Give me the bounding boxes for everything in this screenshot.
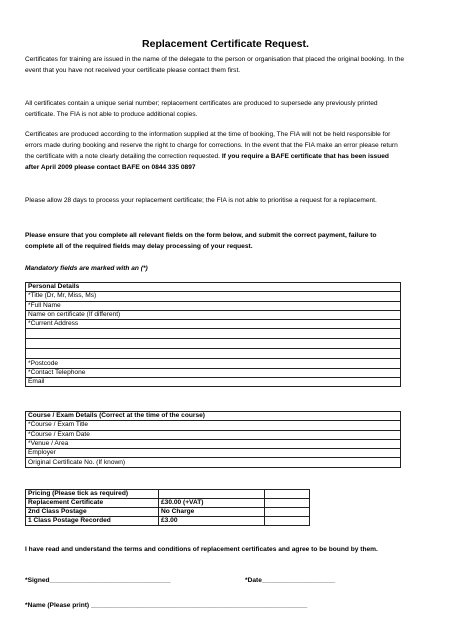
original-certificate-field[interactable]: Original Certificate No. (If known) xyxy=(26,458,401,467)
errors-paragraph xyxy=(25,129,405,173)
address-field[interactable]: *Current Address xyxy=(26,320,401,329)
title-field[interactable]: *Title (Dr, Mr, Miss, Ms) xyxy=(26,292,401,301)
course-details-header: Course / Exam Details (Correct at the time of the course) xyxy=(26,412,401,421)
pricing-header: Pricing (Please tick as required) xyxy=(26,490,159,499)
second-class-postage-tick[interactable] xyxy=(265,508,310,517)
completion-notice: Please ensure that you complete all relevant fields on the form below, and submit the correct payment, failure to complete all of the required fields may delay processing of your request. xyxy=(25,232,377,250)
full-name-field[interactable]: *Full Name xyxy=(26,301,401,310)
course-details-table xyxy=(25,411,401,468)
mandatory-note: Mandatory fields are marked with an (*) xyxy=(25,265,148,272)
course-title-field[interactable]: *Course / Exam Title xyxy=(26,421,401,430)
personal-details-header: Personal Details xyxy=(26,283,401,292)
postcode-field[interactable]: *Postcode xyxy=(26,359,401,368)
errors-text: Certificates are produced according to the information supplied at the time of booking, The FIA will not be held responsible for errors made during booking and reserve the right to charge for corrections. In the event that the FIA make an error please return the certificate with a note clearly detailing the correction requested. xyxy=(25,131,398,160)
intro-paragraph: Certificates for training are issued in the name of the delegate to the person or organisation that placed the original booking. In the event that you have not received your certificate please contact them first. xyxy=(25,56,405,74)
address-line-4[interactable] xyxy=(26,349,401,359)
print-name-field[interactable]: *Name (Please print) ___________________________________________________________ xyxy=(25,602,308,609)
serial-number-paragraph: All certificates contain a unique serial number; replacement certificates are produced to supersede any previously printed certificate. The FIA is not able to produce additional copies. xyxy=(25,100,378,118)
processing-time-paragraph: Please allow 28 days to process your replacement certificate; the FIA is not able to prioritise a request for a replacement. xyxy=(25,197,377,204)
course-date-field[interactable]: *Course / Exam Date xyxy=(26,430,401,439)
address-line-2[interactable] xyxy=(26,329,401,339)
personal-details-table xyxy=(25,282,401,387)
address-line-3[interactable] xyxy=(26,339,401,349)
second-class-postage-label: 2nd Class Postage xyxy=(26,508,159,517)
pricing-table xyxy=(25,489,310,526)
replacement-certificate-price: £30.00 (+VAT) xyxy=(159,499,265,508)
telephone-field[interactable]: *Contact Telephone xyxy=(26,368,401,377)
agreement-statement: I have read and understand the terms and conditions of replacement certificates and agree to be bound by them. xyxy=(25,546,378,553)
pricing-header-blank xyxy=(159,490,265,499)
second-class-postage-price: No Charge xyxy=(159,508,265,517)
page-title: Replacement Certificate Request. xyxy=(142,38,309,50)
first-class-postage-price: £3.00 xyxy=(159,517,265,526)
replacement-certificate-label: Replacement Certificate xyxy=(26,499,159,508)
employer-field[interactable]: Employer xyxy=(26,449,401,458)
first-class-postage-tick[interactable] xyxy=(265,517,310,526)
pricing-header-tick xyxy=(265,490,310,499)
certificate-name-field[interactable]: Name on certificate (If different) xyxy=(26,310,401,319)
venue-field[interactable]: *Venue / Area xyxy=(26,439,401,448)
bafe-notice: If you require a BAFE certificate that has been issued after April 2009 please contact BAFE on 0844 335 0897 xyxy=(25,153,389,171)
email-field[interactable]: Email xyxy=(26,378,401,387)
replacement-certificate-tick[interactable] xyxy=(265,499,310,508)
first-class-postage-label: 1 Class Postage Recorded xyxy=(26,517,159,526)
date-field[interactable]: *Date____________________ xyxy=(245,577,336,584)
signature-field[interactable]: *Signed_________________________________ xyxy=(25,577,171,584)
